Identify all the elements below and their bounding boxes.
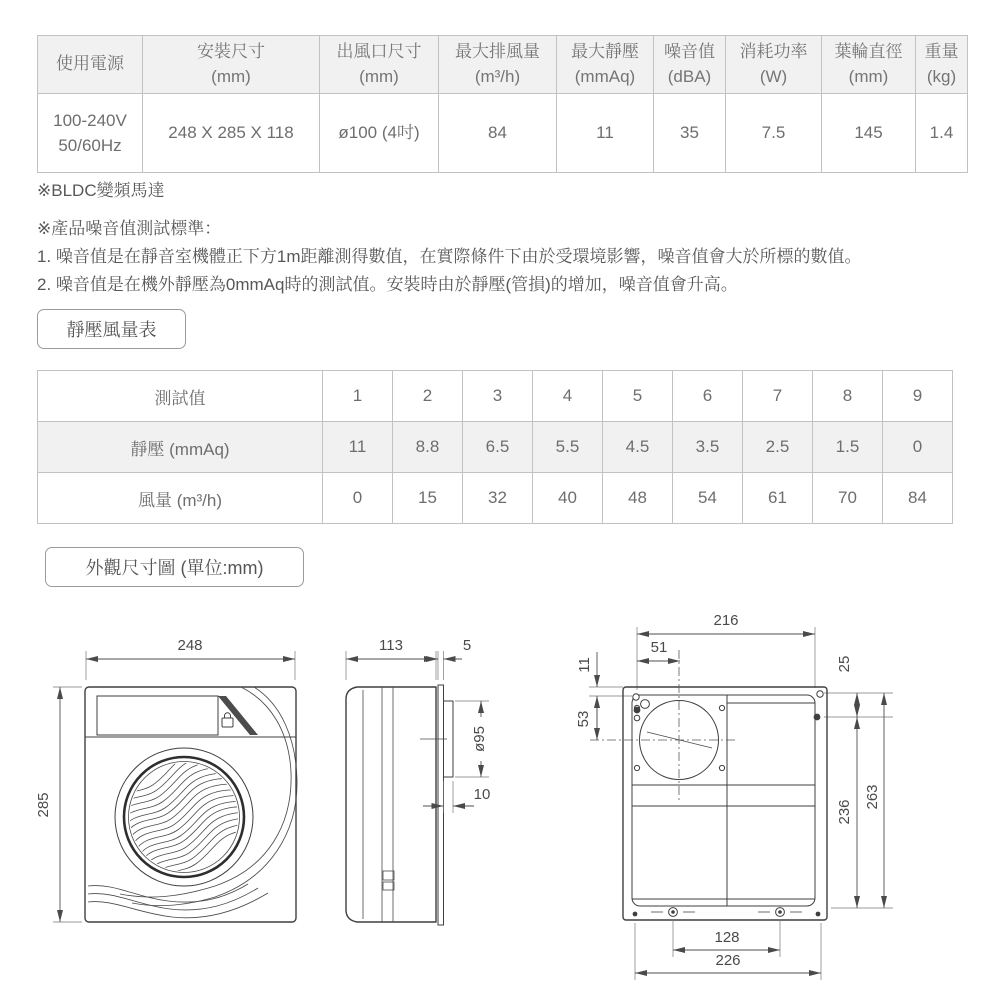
pressure-value: 1.5 <box>813 422 883 473</box>
bottom-mount-holes <box>633 908 821 917</box>
rear-inner-panel <box>632 695 815 906</box>
rear-total-height-dim: 263 <box>864 784 881 810</box>
spec-value-noise: 35 <box>654 94 726 173</box>
note-noise-item1: 1. 噪音值是在靜音室機體正下方1m距離測得數值，在實際條件下由於受環境影響，噪音值會大於所標的數值。 <box>37 247 862 266</box>
rear-mount-width-dim: 216 <box>713 612 739 629</box>
header-title: 重量 <box>924 41 959 61</box>
header-unit: (mm) <box>848 66 889 86</box>
spec-header-impeller <box>822 36 916 94</box>
dimension-drawing <box>0 600 1000 1000</box>
header-title: 消耗功率 <box>739 41 808 61</box>
duct-diameter-dim: ø95 <box>471 726 488 752</box>
test-point: 3 <box>463 371 533 422</box>
test-point: 5 <box>603 371 673 422</box>
spec-header-row <box>38 36 968 94</box>
header-title: 最大靜壓 <box>571 41 639 61</box>
fan-grille <box>108 743 258 886</box>
airflow-value: 15 <box>393 473 463 524</box>
spec-value-power <box>38 94 143 173</box>
power-voltage: 100-240V <box>53 110 127 130</box>
test-point-row <box>38 371 953 422</box>
header-title: 噪音值 <box>664 41 715 61</box>
duct-length-dim: 10 <box>473 786 491 803</box>
grille-wave-pattern <box>108 743 258 886</box>
airflow-value: 32 <box>463 473 533 524</box>
header-title: 葉輪直徑 <box>834 41 903 61</box>
pressure-value: 8.8 <box>393 422 463 473</box>
header-title: 出風口尺寸 <box>336 41 422 61</box>
spec-header-power <box>38 36 143 94</box>
note-noise-standard-title: ※產品噪音值測試標準： <box>37 219 222 238</box>
pressure-value: 11 <box>323 422 393 473</box>
test-point: 1 <box>323 371 393 422</box>
rear-duct-offset-y-dim: 53 <box>575 710 592 728</box>
spec-header-max-pressure <box>557 36 654 94</box>
spec-value-row <box>38 94 968 173</box>
airflow-value: 54 <box>673 473 743 524</box>
test-point: 9 <box>883 371 953 422</box>
spec-header-install-size <box>143 36 320 94</box>
side-depth-dim: 113 <box>379 637 403 654</box>
pressure-value: 5.5 <box>533 422 603 473</box>
test-point: 8 <box>813 371 883 422</box>
test-point: 2 <box>393 371 463 422</box>
rear-hole-offset-top-dim: 25 <box>836 655 853 673</box>
pressure-value: 2.5 <box>743 422 813 473</box>
row-label-airflow: 風量 (m³/h) <box>38 473 323 524</box>
test-point: 6 <box>673 371 743 422</box>
pressure-value: 0 <box>883 422 953 473</box>
test-point: 4 <box>533 371 603 422</box>
spec-header-max-airflow <box>439 36 557 94</box>
header-unit: (W) <box>759 66 788 86</box>
airflow-value: 84 <box>883 473 953 524</box>
note-motor: ※BLDC變頻馬達 <box>37 181 165 200</box>
header-title: 安裝尺寸 <box>197 41 265 61</box>
airflow-row <box>38 473 953 524</box>
pressure-value: 6.5 <box>463 422 533 473</box>
power-frequency: 50/60Hz <box>58 136 122 155</box>
spec-header-noise <box>654 36 726 94</box>
pressure-value: 4.5 <box>603 422 673 473</box>
airflow-value: 61 <box>743 473 813 524</box>
header-unit: (mmAq) <box>574 66 636 86</box>
spec-header-power-consumption <box>726 36 822 94</box>
spec-table <box>37 35 968 173</box>
rear-hole-span-vertical-dim: 236 <box>836 799 853 825</box>
front-diagonal-band <box>218 696 258 735</box>
test-point: 7 <box>743 371 813 422</box>
spec-value-outlet-size: ø100 (4吋) <box>320 94 439 173</box>
rear-body <box>623 687 827 920</box>
front-view <box>35 637 297 922</box>
spec-value-weight: 1.4 <box>916 94 968 173</box>
airflow-value: 70 <box>813 473 883 524</box>
row-label-test: 測試值 <box>38 371 323 422</box>
spec-value-max-pressure: 11 <box>557 94 654 173</box>
side-flange-dim: 5 <box>462 637 472 654</box>
spec-value-install-size: 248 X 285 X 118 <box>143 94 320 173</box>
rear-top-inset-dim: 11 <box>576 657 593 673</box>
airflow-value: 40 <box>533 473 603 524</box>
note-noise-item2: 2. 噪音值是在機外靜壓為0mmAq時的測試值。安裝時由於靜壓(管損)的增加，噪音值會升高。 <box>37 275 738 294</box>
header-unit: (mm) <box>211 66 251 86</box>
header-unit: (kg) <box>926 66 957 86</box>
static-pressure-row <box>38 422 953 473</box>
front-width-dim: 248 <box>177 637 203 654</box>
airflow-value: 0 <box>323 473 393 524</box>
header-title: 使用電源 <box>56 54 124 74</box>
side-body <box>346 687 436 922</box>
spec-header-outlet-size <box>320 36 439 94</box>
pressure-value: 3.5 <box>673 422 743 473</box>
dimension-chart-label: 外觀尺寸圖 (單位:mm) <box>45 547 304 587</box>
rear-duct-offset-x-dim: 51 <box>650 639 668 656</box>
header-unit: (m³/h) <box>474 66 521 86</box>
header-unit: (dBA) <box>667 66 712 86</box>
spec-value-max-airflow: 84 <box>439 94 557 173</box>
rear-hole-span-horizontal-dim: 128 <box>714 929 740 946</box>
rear-bottom-width-dim: 226 <box>715 952 741 969</box>
spec-header-weight <box>916 36 968 94</box>
spec-value-impeller: 145 <box>822 94 916 173</box>
airflow-value: 48 <box>603 473 673 524</box>
pressure-chart-label: 靜壓風量表 <box>37 309 186 349</box>
front-height-dim: 285 <box>35 792 52 818</box>
lock-icon <box>222 713 233 727</box>
side-view <box>346 637 490 925</box>
header-unit: (mm) <box>359 66 399 86</box>
row-label-pressure: 靜壓 (mmAq) <box>38 422 323 473</box>
spec-value-power-consumption: 7.5 <box>726 94 822 173</box>
side-mount-plate <box>438 685 444 925</box>
front-vent-slot <box>97 696 218 735</box>
rear-view <box>575 612 893 980</box>
pressure-airflow-table <box>37 370 953 524</box>
header-title: 最大排風量 <box>455 41 540 61</box>
